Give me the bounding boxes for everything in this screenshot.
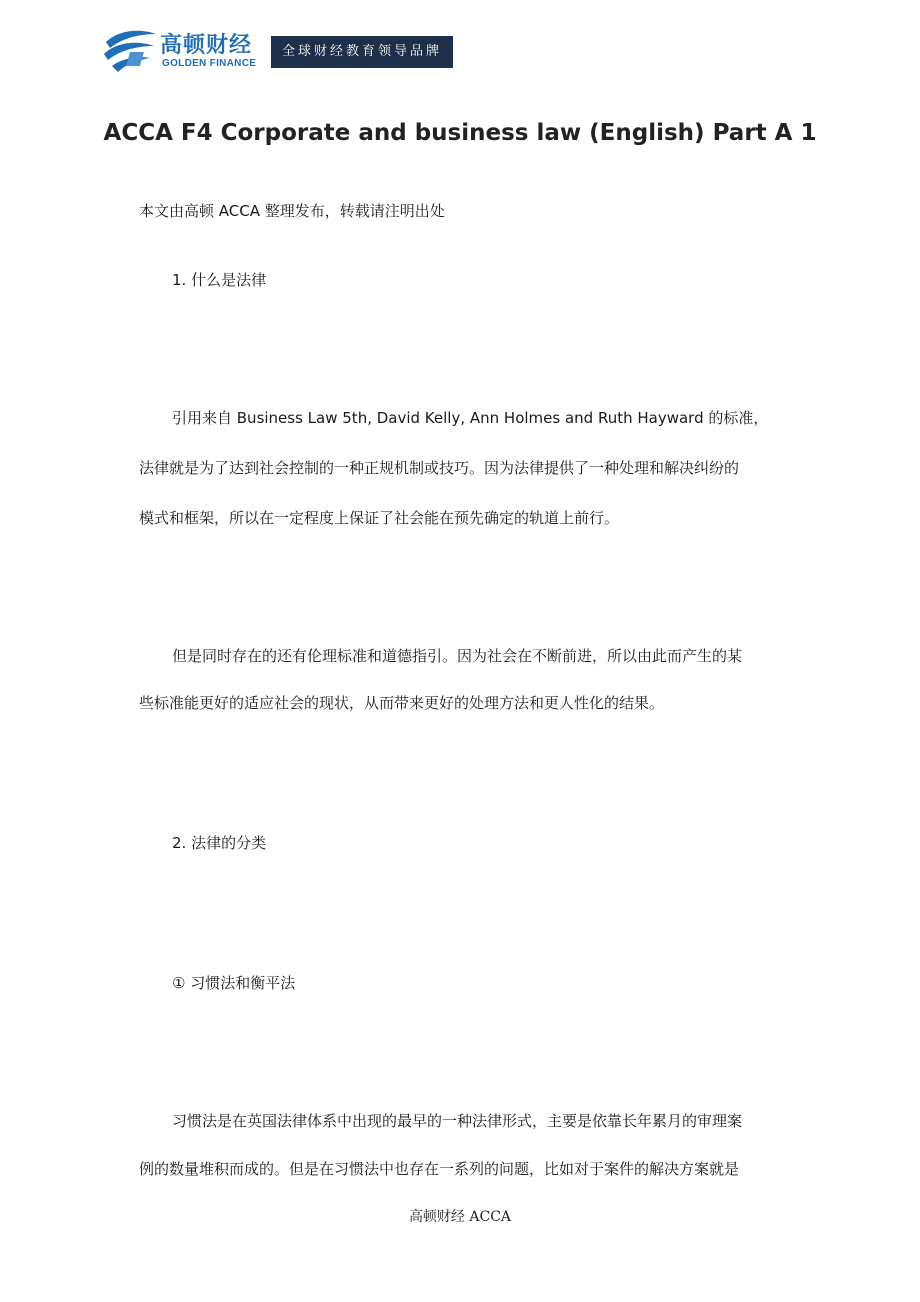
- paragraph-3-line-2: 例的数量堆积而成的。但是在习惯法中也存在一系列的问题，比如对于案件的解决方案就是: [139, 1160, 740, 1178]
- logo-chinese-name: 高顿财经: [160, 33, 253, 58]
- paragraph-1-line-1: 引用来自 Business Law 5th, David Kelly, Ann Holmes and Ruth Hayward 的标准，: [172, 409, 769, 427]
- page-footer: 高顿财经 ACCA: [408, 1209, 512, 1225]
- section-2-heading: 2. 法律的分类: [172, 834, 267, 852]
- paragraph-2-line-2: 些标准能更好的适应社会的现状，从而带来更好的处理方法和更人性化的结果。: [139, 694, 665, 712]
- slogan-banner: 全球财经教育领导品牌: [271, 36, 453, 68]
- golden-finance-logo-icon: [100, 22, 160, 78]
- paragraph-1-line-3: 模式和框架，所以在一定程度上保证了社会能在预先确定的轨道上前行。: [139, 509, 620, 527]
- section-1-heading: 1. 什么是法律: [172, 271, 267, 289]
- subsection-1-heading: ① 习惯法和衡平法: [172, 974, 296, 992]
- paragraph-2-line-1: 但是同时存在的还有伦理标准和道德指引。因为社会在不断前进，所以由此而产生的某: [172, 647, 743, 665]
- document-title: ACCA F4 Corporate and business law (English) Part A 1: [103, 120, 817, 146]
- header-logo: [100, 22, 460, 78]
- paragraph-1-line-2: 法律就是为了达到社会控制的一种正规机制或技巧。因为法律提供了一种处理和解决纠纷的: [139, 459, 740, 477]
- paragraph-3-line-1: 习惯法是在英国法律体系中出现的最早的一种法律形式，主要是依靠长年累月的审理案: [172, 1112, 743, 1130]
- intro-text: 本文由高顿 ACCA 整理发布，转载请注明出处: [139, 202, 445, 220]
- logo-english-name: GOLDEN FINANCE: [162, 58, 257, 69]
